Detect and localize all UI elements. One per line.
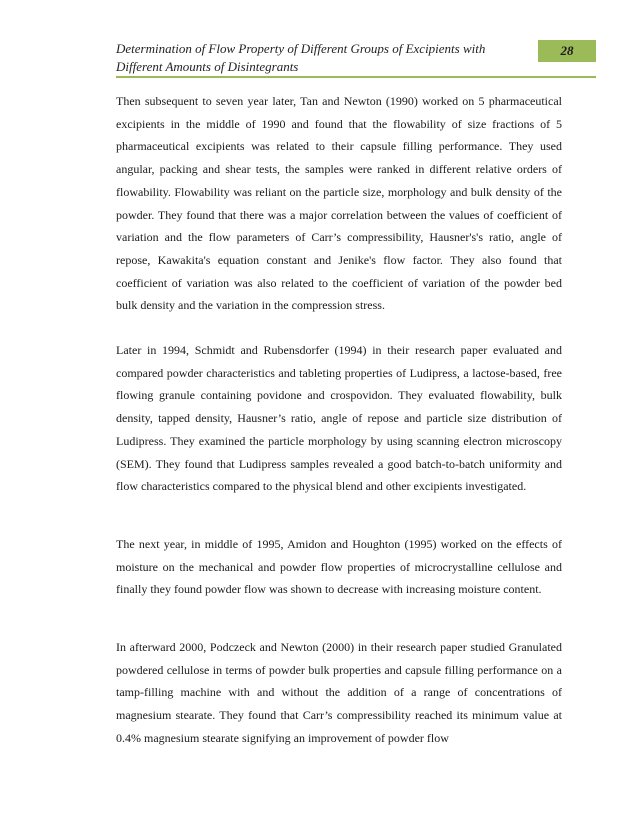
paragraph-amidon-houghton: The next year, in middle of 1995, Amidon and Houghton (1995) worked on the effects of moisture on the mechanical and powder flow properties of microcrystalline cellulose and finally they found powder flow was shown to decrease with increasing moisture content. xyxy=(116,536,562,597)
paragraph-podczeck-newton: In afterward 2000, Podczeck and Newton (2000) in their research paper studied Granulated powdered cellulose in terms of powder bulk properties and capsule filling performance on a tamp-filling machine with and without the addition of a range of concentrations of magnesium stearate. They found that Carr’s compressibility reached its minimum value at 0.4% magnesium stearate signifying an improvement of powder flow xyxy=(116,640,562,745)
paragraph-tan-newton: Then subsequent to seven year later, Tan and Newton (1990) worked on 5 pharmaceutical excipients in the middle of 1990 and found that the flowability of size fractions of 5 pharmaceutical excipients was related to their capsule filling performance. They used angular, packing and shear tests, the samples were ranked in different relative orders of flowability. Flowability was reliant on the particle size, morphology and bulk density of the powder. They found that there was a major correlation between the values of coefficient of variation and the flow parameters of Carr’s compressibility, Hausner's's ratio, angle of repose, Kawakita's equation constant and Jenike's flow factor. They also found that coefficient of variation was also related to the coefficient of variation of the powder bed bulk density and the variation in the compression stress. xyxy=(116,94,562,313)
running-header xyxy=(116,40,596,76)
paragraph-schmidt-rubensdorfer: Later in 1994, Schmidt and Rubensdorfer (1994) in their research paper evaluated and compared powder characteristics and tableting properties of Ludipress, a lactose-based, free flowing granule containing povidone and crospovidon. They evaluated flowability, bulk density, tapped density, Hausner’s ratio, angle of repose and particle size distribution of Ludipress. They examined the particle morphology by using scanning electron microscopy (SEM). They found that Ludipress samples revealed a good batch-to-batch uniformity and flow characteristics compared to the physical blend and other excipients investigated. xyxy=(116,343,562,494)
header-divider xyxy=(116,76,596,78)
header-title: Determination of Flow Property of Different Groups of Excipients with Different Amounts of Disintegrants xyxy=(116,41,486,74)
body-text xyxy=(116,90,562,750)
page-number-badge: 28 xyxy=(538,40,596,62)
